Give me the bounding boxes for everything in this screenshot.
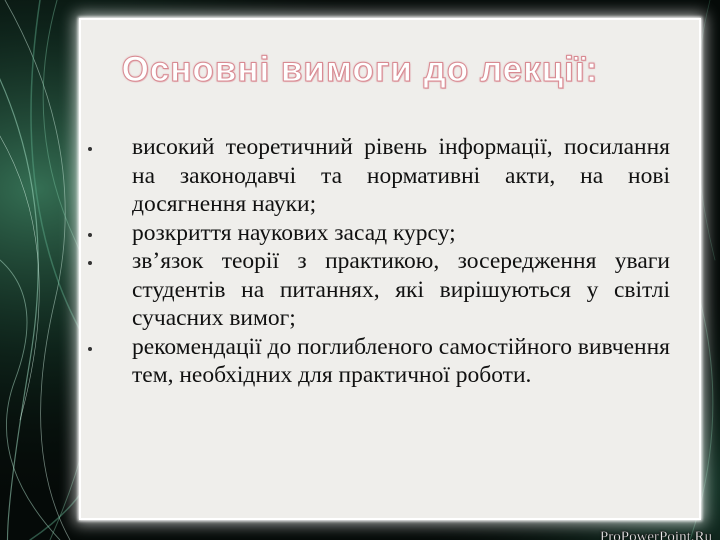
bullet-icon bbox=[88, 233, 92, 237]
slide-title: Основні вимоги до лекції: bbox=[121, 50, 599, 89]
list-item-text: рекомендації до поглибленого самостійного вивчення тем, необхідних для практичної роботи. bbox=[132, 333, 670, 388]
requirements-list bbox=[132, 133, 670, 390]
list-item bbox=[132, 219, 670, 248]
list-item bbox=[132, 247, 670, 333]
list-item-text: розкриття наукових засад курсу; bbox=[132, 219, 456, 246]
watermark: ProPowerPoint.Ru bbox=[599, 529, 712, 540]
bullet-icon bbox=[88, 147, 92, 151]
bullet-icon bbox=[88, 347, 92, 351]
list-item-text: зв’язок теорії з практикою, зосередження уваги студентів на питаннях, які вирішуються у світлі сучасних вимог; bbox=[132, 248, 670, 331]
list-item-text: високий теоретичний рівень інформації, посилання на законодавчі та нормативні акти, на нові досягнення науки; bbox=[132, 134, 670, 217]
list-item bbox=[132, 133, 670, 219]
bullet-icon bbox=[88, 261, 92, 265]
list-item bbox=[132, 333, 670, 390]
